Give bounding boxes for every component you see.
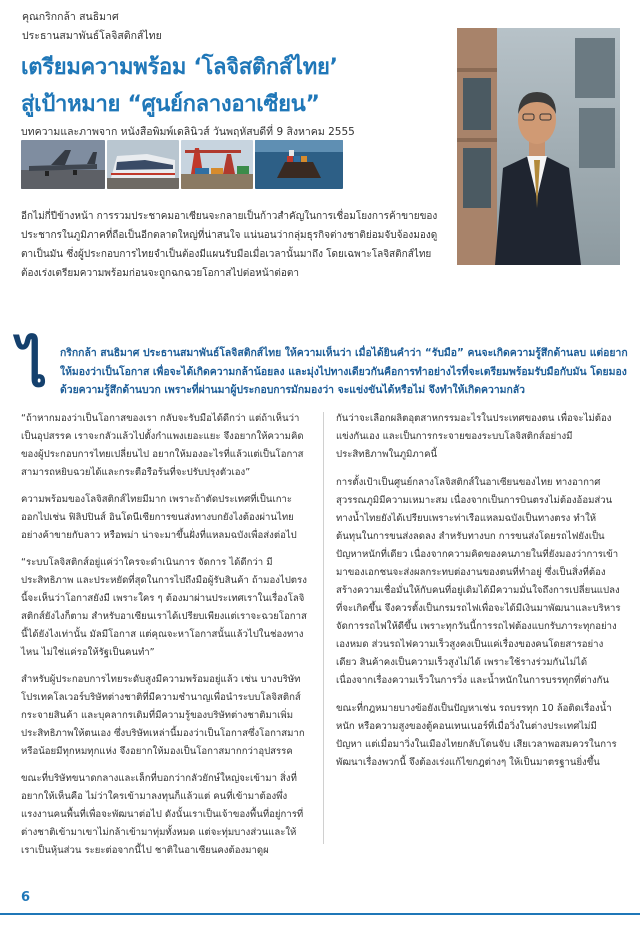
left-paragraph-1: “ถ้าหากมองว่าเป็นโอกาสของเรา กลับจะรับมือได้ดีกว่า แต่ถ้าเห็นว่าเป็นอุปสรรค เราจะกลัวแล้วไปตั้งกำแพงเยอะแยะ จึงอยากให้ความคิดของผู้ประกอบการไทยเปลี่ยนไป อยากให้มองอะไรที่แล้วแต่เป็นโอกาสสามารถหยิบฉวยได้และกระตือรือร้นที่จะปรับปรุงตัวเอง” xyxy=(21,413,304,478)
lead-text: กริกกล้า สนธิมาศ ประธานสมาพันธ์โลจิสติกส์ไทย ให้ความเห็นว่า เมื่อได้ยินคำว่า “รับมือ” คนจะเกิดความรู้สึกด้านลบ แต่อยากให้มองว่าเป็นโอกาส เพื่อจะได้เกิดความกล้าน้อยลง และมุ่งไปทางเดียวกันคือการทำอย่างไรที่จะเตรียมพร้อมรับมือกับมัน โดยมองด้วยความรู้สึกด้านบวก เพราะที่ผ่านมาผู้ประกอบการมักมองว่า จะแข่งขันได้หรือไม่ จึงทำให้เกิดความกลัว xyxy=(60,347,628,396)
lead-paragraph xyxy=(18,332,630,400)
article-title-line-2: สู่เป้าหมาย “ศูนย์กลางอาเซียน” xyxy=(21,92,320,117)
page-number: 6 xyxy=(21,890,31,905)
photo-strip xyxy=(21,140,343,189)
container-ship-photo xyxy=(255,140,343,189)
intro-paragraph: อีกไม่กี่ปีข้างหน้า การรวมประชาคมอาเซียนจะกลายเป็นก้าวสำคัญในการเชื่อมโยงการค้าขายของประชากรในภูมิภาคที่ถือเป็นอีกตลาดใหญ่ที่น่าสนใจ แน่นอนว่ากลุ่มธุรกิจต่างชาติย่อมจับจ้องมองดูตาเป็นมัน ซึ่งผู้ประกอบการไทยจำเป็นต้องมีแผนรับมือเมื่อเวลานั้นมาถึง โดยเฉพาะโลจิสติกส์ไทยต้องเร่งเตรียมความพร้อมก่อนจะถูกฉกฉวยโอกาสไปต่อหน้าต่อตา xyxy=(21,211,438,279)
left-paragraph-2: ความพร้อมของโลจิสติกส์ไทยมีมาก เพราะถ้าตัดประเทศที่เป็นเกาะออกไปเช่น ฟิลิปปินส์ อินโดนีเซียการขนส่งทางบกยังไงต้องผ่านไทยอย่างค้าขายกับลาว หรือพม่า น่าจะมาขึ้นฝั่งที่แหลมฉบังเพื่อส่งต่อไป xyxy=(21,494,297,541)
author-portrait-photo xyxy=(457,28,620,265)
column-divider xyxy=(323,412,324,844)
port-crane-photo xyxy=(181,140,253,189)
left-paragraph-5: ขณะที่บริษัทขนาดกลางและเล็กที่บอกว่ากลัวยักษ์ใหญ่จะเข้ามา สิ่งที่อยากให้เห็นคือ ไม่ว่าใครเข้ามาลงทุนก็แล้วแต่ คนที่เข้ามาต้องพึ่งแรงงานคนพื้นที่เพื่อจะพัฒนาต่อไป ดังนั้นเราเป็นเจ้าของพื้นที่อยู่การที่ต่างชาติเข้ามาเขาไม่กล้าเข้ามาทุ่มทั้งหมด แต่จะทุ่มบางส่วนและให้เราเป็นหุ้นส่วน ระยะต่อจากนี้ไป ชาติในอาเซียนคงต้องมาดูผ xyxy=(21,773,304,856)
right-paragraph-3: ขณะที่กฎหมายบางข้อยังเป็นปัญหาเช่น รถบรรทุก 10 ล้อติดเรื่องน้ำหนัก หรือความสูงของตู้คอนเทนเนอร์ที่เมื่อวิ่งในต่างประเทศไม่มีปัญหา แต่เมื่อมาวิ่งในเมืองไทยกลับโดนจับ เสียเวลาพอสมควรในการพัฒนาเรื่องพวกนี้ จึงต้องเร่งแก้ไขกฎต่างๆ ให้เป็นมาตรฐานยิ่งขึ้น xyxy=(336,703,617,768)
left-paragraph-3: “ระบบโลจิสติกส์อยู่แค่ว่าใครจะดำเนินการ จัดการ ได้ดีกว่า มีประสิทธิภาพ และประหยัดที่สุดในการไปถึงมือผู้รับสินค้า ถ้ามองไปตรงนี้จะเห็นว่าโอกาสยังมี เพราะใคร ๆ ต้องมาผ่านประเทศเราในเรื่องโลจิสติกส์ยังไงก็ตาม สำหรับอาเซียนเราได้เปรียบเพียงแต่เราจะฉวยโอกาสนี้ได้ยังไงเท่านั้น มัลมีโอกาส แต่คุณจะหาโอกาสนั้นแล้วไปในช่องทางไหน ไม่ใช่แค่รอให้รัฐเป็นคนทำ” xyxy=(21,557,307,658)
article-title-line-1: เตรียมความพร้อม ‘โลจิสติกส์ไทย’ xyxy=(21,55,338,80)
cargo-plane-photo xyxy=(21,140,105,189)
author-title: ประธานสมาพันธ์โลจิสติกส์ไทย xyxy=(22,30,162,42)
left-column xyxy=(21,410,308,869)
right-paragraph-2: การตั้งเป้าเป็นศูนย์กลางโลจิสติกส์ในอาเซียนของไทย ทางอากาศสุวรรณภูมิมีความเหมาะสม เนื่องจากเป็นการบินตรงไม่ต้องอ้อมส่วนทางน้ำไทยยังได้เปรียบเพราะท่าเรือแหลมฉบังเป็นทางตรง ทำให้ต้นทุนในการขนส่งลดลง สำหรับทางบก การขนส่งโดยรถไฟยังเป็นปัญหาหนักที่เดียว เนื่องจากความคิดของคนภายในที่ยังมองว่าการเข้ามาของเอกชนจะส่งผลกระทบต่องานของตนที่ทำอยู่ ซึ่งเป็นสิ่งที่ต้องสร้างความเชื่อมั่นให้กับคนที่อยู่เดิมได้มีความมั่นใจถึงการเปลี่ยนแปลงที่จะเกิดขึ้น จึงควรตั้งเป็นกรมรถไฟเพื่อจะได้มีเงินมาพัฒนาและบริหารจัดการรถไฟให้ดีขึ้น เพราะทุกวันนี้การรถไฟต้องแบกรับภาระทุกอย่างเองหมด ส่วนรถไฟความเร็วสูงคงเป็นแค่เรื่องของคนโดยสารอย่างเดียว สินค้าคงเป็นความเร็วสูงไม่ได้ เพราะใช้รางร่วมกันไม่ได้ เนื่องจากเรื่องความเร็วในการวิ่ง และน้ำหนักในการบรรทุกที่ต่างกัน xyxy=(336,477,621,686)
author-name: คุณกริกกล้า สนธิมาศ xyxy=(22,11,119,23)
drop-cap: ไ xyxy=(18,332,48,400)
right-column xyxy=(336,410,621,782)
left-paragraph-4: สำหรับผู้ประกอบการไทยระดับสูงมีความพร้อมอยู่แล้ว เช่น บางบริษัทโปรเทคโลเวอร์บริษัทต่างชาติที่มีความชำนาญเพื่อนำระบบโลจิสติกส์กระจายสินค้า และบุคลากรเดิมที่มีความรู้ของบริษัทต่างชาติมาเพิ่มประสิทธิภาพให้ตนเอง ซึ่งบริษัทเหล่านี้มองว่าเป็นโอกาสซึ่งโอกาสมากหรือน้อยมีทุกหมทุกแห่ง จึงอยากให้มองเป็นโอกาสมากกว่าอุปสรรค xyxy=(21,674,305,757)
train-photo xyxy=(107,140,179,189)
footer-rule xyxy=(0,913,640,915)
right-paragraph-1: กันว่าจะเลือกผลิตอุตสาหกรรมอะไรในประเทศของตน เพื่อจะไม่ต้องแข่งกันเอง และเป็นการกระจายของระบบโลจิสติกส์อย่างมีประสิทธิภาพในภูมิภาคนี้ xyxy=(336,413,612,460)
article-source: บทความและภาพจาก หนังสือพิมพ์เดลินิวส์ วันพฤหัสบดีที่ 9 สิงหาคม 2555 xyxy=(21,126,355,138)
